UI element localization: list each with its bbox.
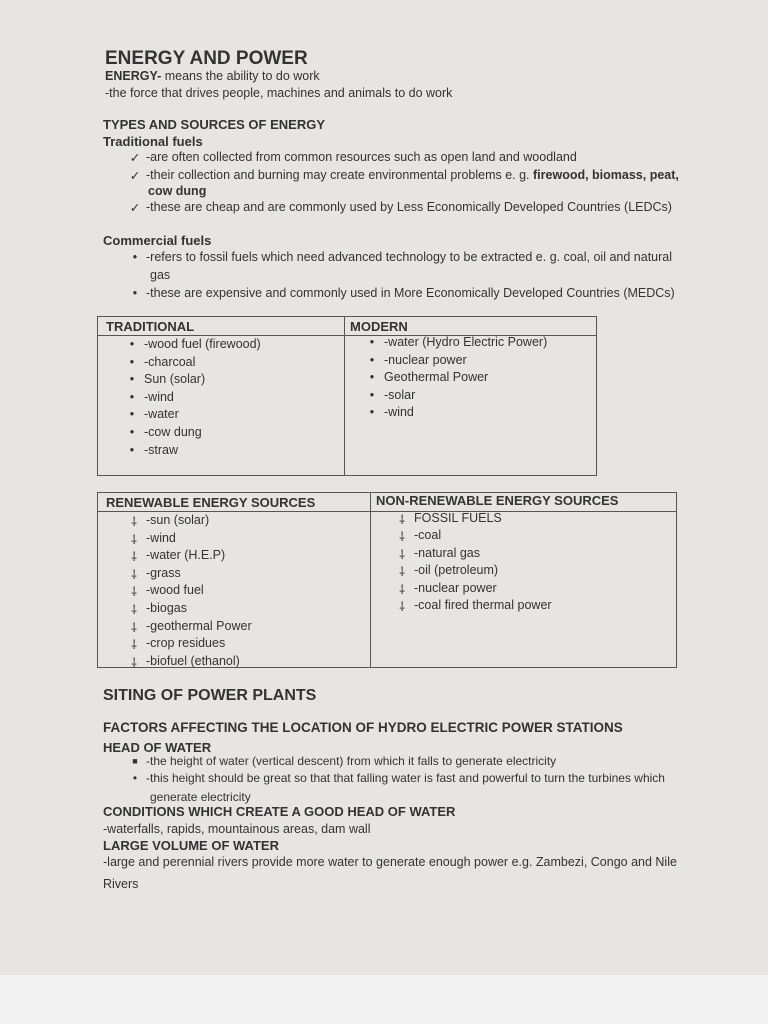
volume-text-1: -large and perennial rivers provide more water to generate enough power e.g. Zambezi, Congo and Nile	[103, 855, 677, 869]
list-item-label: -nuclear power	[414, 580, 497, 595]
list-item-label: -charcoal	[144, 354, 196, 369]
list-item-label: -water	[144, 407, 179, 422]
traditional-fuels-heading: Traditional fuels	[103, 134, 203, 149]
head-of-water-heading: HEAD OF WATER	[103, 740, 212, 755]
list-item-label: -crop residues	[146, 636, 226, 651]
table-row	[360, 335, 547, 349]
head-item-2: • -this height should be great so that that falling water is fast and powerful to turn the turbines which	[124, 771, 665, 785]
table-row	[390, 598, 552, 615]
bullet-icon: •	[129, 407, 135, 422]
table1-header-traditional: TRADITIONAL	[106, 319, 195, 334]
head-item-2-cont: generate electricity	[150, 790, 251, 804]
renewable-table	[97, 492, 677, 668]
list-item-label: Geothermal Power	[384, 370, 489, 385]
list-item-label: -cow dung	[144, 425, 202, 439]
table2-header-nonrenewable: NON-RENEWABLE ENERGY SOURCES	[376, 493, 619, 508]
pin-arrow-icon: ⸸	[131, 515, 137, 529]
check-icon: ✓	[129, 151, 141, 165]
table-row	[360, 405, 414, 419]
list-item-label: -wind	[384, 405, 414, 420]
table-row	[122, 601, 187, 618]
table-row	[120, 337, 261, 351]
list-item-label: -coal fired thermal power	[414, 598, 552, 612]
conditions-text: -waterfalls, rapids, mountainous areas, dam wall	[103, 822, 371, 836]
list-item-label: -wood fuel	[146, 583, 204, 598]
table-row	[122, 619, 252, 636]
energy-def-2: -the force that drives people, machines and animals to do work	[105, 86, 453, 100]
bullet-icon: •	[132, 286, 138, 300]
list-item-label: -water (H.E.P)	[146, 548, 226, 563]
table-row	[122, 548, 225, 565]
table-row	[360, 353, 467, 367]
bullet-icon: •	[129, 354, 135, 369]
table-row	[390, 511, 502, 528]
pin-arrow-icon: ⸸	[131, 620, 137, 635]
list-item-label: -biofuel (ethanol)	[146, 653, 240, 668]
commercial-fuels-heading: Commercial fuels	[103, 233, 212, 248]
background-strip	[0, 975, 768, 1024]
table-row	[390, 581, 497, 598]
traditional-examples: firewood, biomass, peat,	[533, 168, 679, 182]
list-item-label: -wind	[144, 389, 174, 404]
table-row	[360, 370, 488, 384]
pin-arrow-icon: ⸸	[399, 582, 405, 597]
pin-arrow-icon: ⸸	[399, 565, 405, 580]
list-item-label: Sun (solar)	[144, 372, 206, 387]
table-row	[122, 654, 240, 671]
bullet-icon: •	[369, 370, 375, 385]
table-row	[120, 443, 178, 457]
table-row	[122, 636, 225, 653]
pin-arrow-icon: ⸸	[131, 567, 137, 582]
table-row	[120, 390, 174, 404]
bullet-icon: •	[369, 387, 375, 402]
table-row	[122, 531, 176, 548]
energy-term: ENERGY-	[105, 69, 162, 83]
pin-arrow-icon: ⸸	[399, 513, 405, 527]
bullet-icon: •	[129, 372, 135, 387]
traditional-item-1: ✓ -are often collected from common resources such as open land and woodland	[124, 150, 577, 165]
commercial-item-1: • -refers to fossil fuels which need advanced technology to be extracted e. g. coal, oil and natural	[124, 250, 672, 264]
bullet-icon: •	[132, 250, 138, 264]
list-item-label: -water (Hydro Electric Power)	[384, 335, 548, 349]
siting-heading: SITING OF POWER PLANTS	[103, 687, 317, 704]
energy-definition	[105, 69, 320, 83]
table-row	[120, 355, 195, 369]
table1-header-modern: MODERN	[350, 319, 408, 334]
commercial-item-2: • -these are expensive and commonly used in More Economically Developed Countries (MEDCs)	[124, 286, 675, 300]
list-item-label: -natural gas	[414, 545, 481, 560]
list-item-label: -wind	[146, 530, 176, 545]
table-row	[360, 388, 415, 402]
table-row	[390, 563, 498, 580]
table2-column-divider	[370, 493, 371, 667]
square-bullet-icon: ■	[132, 756, 138, 766]
bullet-icon: •	[369, 405, 375, 420]
traditional-item-2-cont: cow dung	[148, 184, 207, 198]
types-heading: TYPES AND SOURCES OF ENERGY	[103, 117, 325, 132]
traditional-modern-table	[97, 316, 597, 476]
table2-header-renewable: RENEWABLE ENERGY SOURCES	[106, 495, 316, 510]
bullet-icon: •	[129, 442, 135, 457]
list-item-label: -straw	[144, 442, 179, 457]
bullet-icon: •	[132, 771, 138, 785]
list-item-label: -sun (solar)	[146, 513, 210, 527]
pin-arrow-icon: ⸸	[131, 550, 137, 565]
volume-text-2: Rivers	[103, 877, 139, 891]
table-row	[390, 528, 441, 545]
bullet-icon: •	[129, 337, 135, 351]
bullet-icon: •	[129, 425, 135, 439]
table-row	[120, 407, 179, 421]
factors-heading: FACTORS AFFECTING THE LOCATION OF HYDRO ELECTRIC POWER STATIONS	[103, 720, 623, 735]
commercial-item-1-cont: gas	[150, 268, 171, 282]
head-item-1: ■ -the height of water (vertical descent) from which it falls to generate electricity	[124, 754, 556, 769]
table-row	[122, 566, 181, 583]
energy-def-1: means the ability to do work	[161, 69, 320, 83]
pin-arrow-icon: ⸸	[131, 655, 137, 670]
list-item-label: -coal	[414, 528, 442, 543]
traditional-item-2: ✓ -their collection and burning may create environmental problems e. g. firewood, biomass, peat,	[124, 168, 679, 183]
list-item-label: -oil (petroleum)	[414, 563, 499, 578]
check-icon: ✓	[129, 169, 141, 183]
list-item-label: -grass	[146, 565, 181, 580]
bullet-icon: •	[129, 389, 135, 404]
list-item-label: FOSSIL FUELS	[414, 511, 502, 525]
traditional-item-3: ✓ -these are cheap and are commonly used by Less Economically Developed Countries (LEDCs)	[124, 200, 672, 215]
list-item-label: -nuclear power	[384, 352, 467, 367]
pin-arrow-icon: ⸸	[131, 638, 137, 653]
list-item-label: -solar	[384, 387, 416, 402]
check-icon: ✓	[129, 201, 141, 215]
table2-header-divider	[98, 511, 676, 512]
pin-arrow-icon: ⸸	[131, 532, 137, 547]
table-row	[120, 425, 202, 439]
list-item-label: -wood fuel (firewood)	[144, 337, 261, 351]
volume-heading: LARGE VOLUME OF WATER	[103, 838, 279, 853]
pin-arrow-icon: ⸸	[399, 600, 405, 614]
table-row	[122, 583, 204, 600]
pin-arrow-icon: ⸸	[131, 603, 137, 617]
table1-column-divider	[344, 317, 345, 475]
bullet-icon: •	[369, 352, 375, 367]
table-row	[390, 546, 480, 563]
pin-arrow-icon: ⸸	[399, 547, 405, 562]
pin-arrow-icon: ⸸	[131, 585, 137, 600]
bullet-icon: •	[369, 335, 375, 349]
conditions-heading: CONDITIONS WHICH CREATE A GOOD HEAD OF WATER	[103, 804, 456, 819]
page-title: ENERGY AND POWER	[105, 48, 308, 69]
list-item-label: -biogas	[146, 601, 187, 615]
list-item-label: -geothermal Power	[146, 618, 252, 633]
table-row	[122, 513, 209, 530]
table-row	[120, 372, 205, 386]
pin-arrow-icon: ⸸	[399, 530, 405, 545]
